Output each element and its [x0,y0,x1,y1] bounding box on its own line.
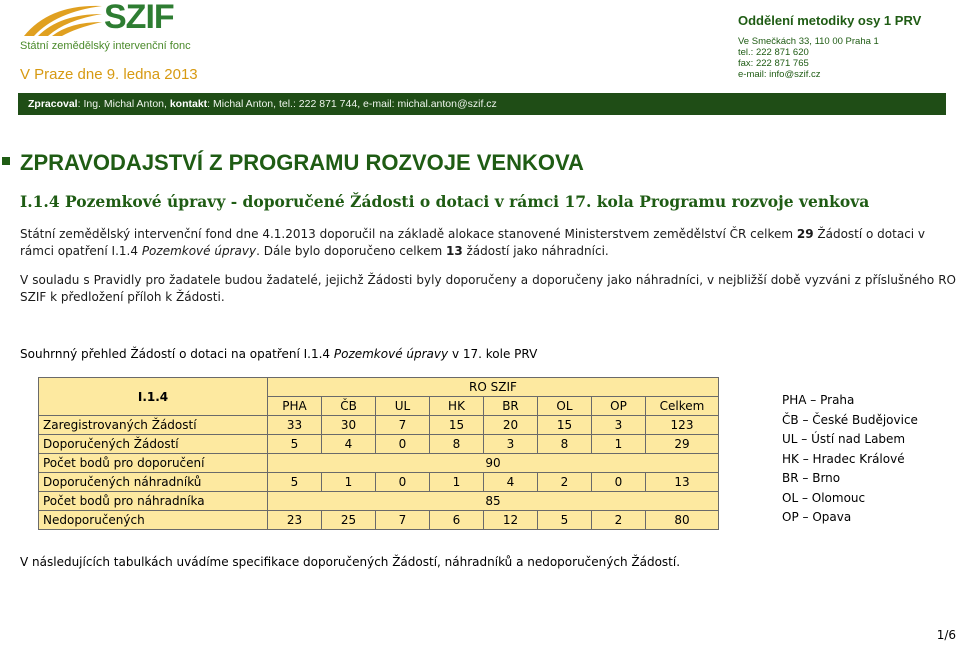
legend-abbr: HK [782,451,799,466]
legend-abbr: OL [782,490,799,505]
table-row [39,511,719,530]
table-cell: 0 [376,435,430,454]
legend-name: Ústí nad Labem [811,432,906,446]
section-title: ZPRAVODAJSTVÍ Z PROGRAMU ROZVOJE VENKOVA [20,150,584,175]
table-cell: 4 [484,473,538,492]
logo-text: SZIF [104,0,174,36]
footer-note: V následujících tabulkách uvádíme specifikace doporučených Žádostí, náhradníků a nedoporučených Žádostí. [20,555,681,569]
table-row [39,416,719,435]
intro-count-substitutes: 13 [445,244,463,258]
table-cell: 30 [322,416,376,435]
row-label: Doporučených Žádostí [39,435,268,454]
intro-measure-name: Pozemkové úpravy [141,244,257,258]
legend-item: UL – Ústí nad Labem [782,432,906,446]
prepared-text: : Ing. Michal Anton, [77,98,170,110]
table-cell: 1 [430,473,484,492]
table-cell: 23 [268,511,322,530]
table-cell: 2 [592,511,646,530]
table-header-row [39,378,719,397]
row-label: Zaregistrovaných Žádostí [39,416,268,435]
row-label: Doporučených náhradníků [39,473,268,492]
contact-label: kontakt [169,98,208,110]
table-cell: 123 [646,416,719,435]
column-header: OP [592,397,646,416]
contact-fax: fax: 222 871 765 [738,58,809,69]
table-row [39,473,719,492]
table-cell: 33 [268,416,322,435]
legend-abbr: PHA [782,393,807,407]
table-cell: 15 [430,416,484,435]
legend-item: HK – Hradec Králové [782,451,905,466]
table-cell: 5 [538,511,592,530]
table-cell: 0 [592,473,646,492]
table-cell: 29 [646,435,719,454]
column-header: UL [376,397,430,416]
legend-name: Brno [812,471,841,485]
column-header: BR [484,397,538,416]
paragraph-rules: V souladu s Pravidly pro žadatele budou žadatelé, jejichž Žádosti byly doporučeny a doporučeny jako náhradníci, v nejbližší době vyzváni z příslušného RO SZIF k předložení příloh k Žádosti. [20,273,956,304]
region-legend [782,393,918,530]
table-cell: 12 [484,511,538,530]
summary-caption [20,347,537,361]
intro-text-g: žádostí jako náhradníci. [462,244,609,258]
page-number: 1/6 [936,628,956,642]
szif-emblem-icon [20,2,104,38]
intro-text-e: . Dále bylo doporučeno celkem [256,244,446,258]
contact-email[interactable]: e-mail: info@szif.cz [738,69,821,80]
contact-phone: tel.: 222 871 620 [738,47,809,58]
intro-text-c: Žádostí o dotaci v rámci opatření I.1.4 [20,227,926,258]
table-cell: 4 [322,435,376,454]
author-bar [18,93,946,115]
legend-name: Praha [820,393,855,407]
summary-table [38,377,719,530]
legend-item: PHA – Praha [782,393,855,407]
contact-text: : Michal Anton, tel.: 222 871 744, e-mail: michal.anton@szif.cz [207,98,497,110]
legend-name: Olomouc [811,490,866,505]
table-cell: 5 [268,473,322,492]
table-cell: 0 [376,473,430,492]
contact-address: Ve Smečkách 33, 110 00 Praha 1 [738,36,879,47]
intro-count-recommended: 29 [796,227,814,241]
table-row [39,435,719,454]
legend-name: České Budějovice [812,412,918,427]
legend-item: BR – Brno [782,471,841,485]
logo-subtitle: Státní zemědělský intervenční fonc [20,40,191,52]
legend-item: OL – Olomouc [782,490,866,505]
legend-abbr: ČB [782,412,799,427]
table-cell: 7 [376,416,430,435]
legend-abbr: BR [782,471,799,485]
section-heading [2,150,942,176]
table-cell: 6 [430,511,484,530]
summary-measure: Pozemkové úpravy [333,347,449,361]
legend-abbr: OP [782,510,799,524]
table-cell: 20 [484,416,538,435]
table-cell: 13 [646,473,719,492]
table-cell: 1 [592,435,646,454]
legend-abbr: UL [782,432,798,446]
legend-name: Opava [812,510,852,524]
table-cell-merged: 85 [268,492,719,511]
table-cell: 15 [538,416,592,435]
legend-name: Hradec Králové [812,451,905,466]
table-row [39,492,719,511]
prepared-label: Zpracoval [28,98,78,110]
column-header: ČB [322,397,376,416]
column-header: PHA [268,397,322,416]
bullet-icon [2,157,10,165]
row-label: Počet bodů pro náhradníka [39,492,268,511]
department-title: Oddělení metodiky osy 1 PRV [738,13,922,28]
table-corner: I.1.4 [39,378,268,416]
column-header: HK [430,397,484,416]
column-header: OL [538,397,592,416]
summary-text-c: v 17. kole PRV [448,347,538,361]
summary-text-a: Souhrnný přehled Žádostí o dotaci na opatření I.1.4 [20,347,334,361]
table-cell: 3 [484,435,538,454]
intro-text-a: Státní zemědělský intervenční fond dne 4.1.2013 doporučil na základě alokace stanovené Ministerstvem zemědělství ČR celkem [20,227,797,241]
table-cell: 7 [376,511,430,530]
column-header: Celkem [646,397,719,416]
legend-item: ČB – České Budějovice [782,412,918,427]
paragraph-intro [20,226,956,260]
table-cell: 80 [646,511,719,530]
table-cell: 2 [538,473,592,492]
table-cell-merged: 90 [268,454,719,473]
date-line: V Praze dne 9. ledna 2013 [20,66,198,83]
row-label: Nedoporučených [39,511,268,530]
table-cell: 5 [268,435,322,454]
table-cell: 3 [592,416,646,435]
table-cell: 1 [322,473,376,492]
row-label: Počet bodů pro doporučení [39,454,268,473]
page-subtitle: I.1.4 Pozemkové úpravy - doporučené Žádosti o dotaci v rámci 17. kola Programu rozvoje venkova [20,192,870,211]
table-cell: 25 [322,511,376,530]
table-cell: 8 [538,435,592,454]
department-block [738,13,944,80]
table-cell: 8 [430,435,484,454]
table-group-header: RO SZIF [268,378,719,397]
legend-item: OP – Opava [782,510,852,524]
table-row [39,454,719,473]
